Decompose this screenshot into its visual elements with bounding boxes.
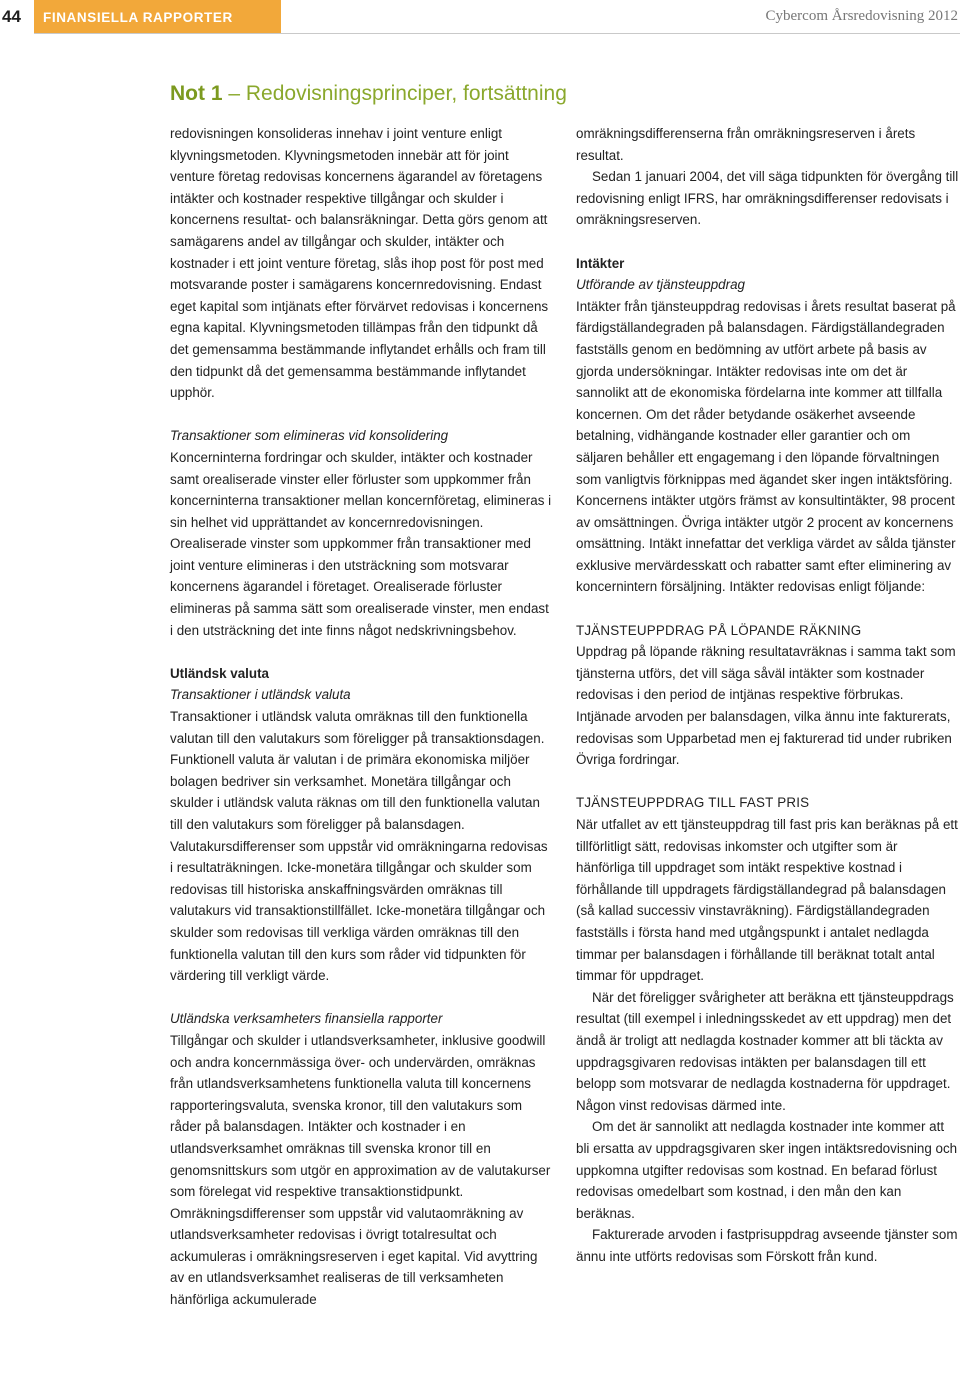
subheading-transaktioner-valuta: Transaktioner i utländsk valuta [170, 687, 351, 703]
note-dash: – [228, 82, 241, 105]
paragraph-valuta: Transaktioner i utländsk valuta omräknas till den funktionella valutan till den valutakurs som föreligger på transaktionsdagen. Funktionell valuta är valutan i de primära ekonomiska miljöer bolagen bedriver sin verksamhet. Monetära tillgångar och skulder i utländsk valuta räknas om till den funktionella valutan till den valutakurs som föreligger på balansdagen. Valutakursdifferenser som uppstår vid omräkningarna redovisas i resultaträkningen. Icke-monetära tillgångar och skulder som redovisas till historiska anskaffningsvärden omräknas till valutakurs vid transaktionstillfället. Icke-monetära tillgångar och skulder som redovisas till verkliga värden omräknas till den funktionella valutan till den kurs som råder vid tidpunkten för värdering till verkligt värde. [170, 709, 548, 984]
paragraph-transaktioner: Koncerninterna fordringar och skulder, intäkter och kostnader samt orealiserade vinster eller förluster som uppkommer från koncerninterna transaktioner mellan koncernföretag, elimineras i sin helhet vid upprättandet av koncernredovisningen. Orealiserade vinster som uppkommer från transaktioner med joint venture elimineras i den utsträckning som motsvarar koncernens ägarandel i företaget. Orealiserade förluster elimineras på samma sätt som orealiserade vinster, men endast i den utsträckning det inte finns något nedskrivningsbehov. [170, 449, 552, 638]
heading-fast-pris: TJÄNSTEUPPDRAG TILL FAST PRIS [576, 795, 810, 811]
paragraph-utlandska-verksamheter: Tillgångar och skulder i utlandsverksamheter, inklusive goodwill och andra koncernmässiga över- och undervärden, omräknas från utlandsverksamhetens funktionella valuta till koncernens rapporteringsvaluta, svenska kronor, till den valutakurs som råder på balansdagen. Intäkter och kostnader i en utlandsverksamhet omräknas till svenska kronor till en genomsnittskurs som utgör en approximation av de valutakurser som förelegat vid respektive transaktionstidpunkt. Omräkningsdifferenser som uppstår vid valutaomräkning av utlandsverksamheter redovisas i övrigt totalresultat och ackumuleras i omräkningsreserven i eget kapital. Vid avyttring av en utlandsverksamhet realiseras de till verksamheten hänförliga ackumulerade [170, 1032, 551, 1308]
paragraph-fast-pris-4: Fakturerade arvoden i fastprisuppdrag avseende tjänster som ännu inte utförts redovisas som Förskott från kund. [576, 1227, 958, 1264]
note-title-text: Redovisningsprinciper, fortsättning [245, 82, 567, 105]
paragraph-lopande-rakning: Uppdrag på löpande räkning resultatavräknas i samma takt som tjänsterna utförs, det vill säga såväl intäkter som kostnader redovisas i den period de intjänas respektive förbrukas. Intjänade arvoden per balansdagen, vilka ännu inte fakturerats, redovisas som Upparbetad men ej fakturerad tid under rubriken Övriga fordringar. [576, 644, 956, 768]
note-title [170, 82, 567, 106]
paragraph-fast-pris-3: Om det är sannolikt att nedlagda kostnader inte kommer att bli ersatta av uppdragsgivaren sker ingen intäktsredovisning och uppkomna utgifter redovisas som kostnad. En befarad förlust redovisas omedelbart som kostnad, i den mån den kan beräknas. [576, 1119, 958, 1221]
note-label: Not 1 [170, 82, 223, 105]
paragraph-fast-pris-2: När det föreligger svårigheter att beräkna ett tjänsteuppdrags resultat (till exempel i inledningsskedet av ett uppdrag) men det ändå är troligt att nedlagda kostnader kommer att bli täckta av uppdragsgivaren redovisas intäkten per balansdagen till ett belopp som motsvarar de nedlagda kostnaderna för uppdraget. Någon vinst redovisas därmed inte. [576, 989, 954, 1113]
paragraph-fast-pris-1: När utfallet av ett tjänsteuppdrag till fast pris kan beräknas på ett tillförlitligt sätt, redovisas inkomster och utgifter som är hänförliga till uppdraget som intäkt respektive kostnad i förhållande till uppdragets färdigställandegrad på balansdagen (så kallad successiv vinstavräkning). Färdigställandegraden fastställs i första hand med utgångspunkt i antalet nedlagda timmar per balansdagen i förhållande till beräknat totalt antal timmar för uppdraget. [576, 817, 958, 984]
heading-intakter: Intäkter [576, 255, 625, 271]
paragraph-ifrs: Sedan 1 januari 2004, det vill säga tidpunkten för övergång till redovisning enligt IFRS, har omräkningsdifferenser redovisats i omräkningsreserven. [576, 169, 959, 228]
section-tab: FINANSIELLA RAPPORTER [34, 0, 281, 33]
paragraph-intakter: Intäkter från tjänsteuppdrag redovisas i årets resultat baserat på färdigställandegraden på balansdagen. Färdigställandegraden fastställs genom en bedömning av utfört arbete på basis av gjorda undersökningar. Intäkter redovisas inte om det är sannolikt att de ekonomiska fördelarna inte kommer att tillfalla koncernen. Om det råder betydande osäkerhet avseende betalning, vidhängande kostnader eller garantier och om säljaren behåller ett engagemang i den löpande förvaltningen som vanligtvis förknippas med ägandet sker ingen intäktsföring. Koncernens intäkter utgörs främst av konsultintäkter, 98 procent av omsättningen. Övriga intäkter utgör 2 procent av koncernens omsättning. Intäkt innefattar det verkliga värdet av sålda tjänster exklusive mervärdesskatt och rabatter samt efter eliminering av koncernintern försäljning. Intäkter redovisas enligt följande: [576, 298, 956, 595]
heading-utlandsk-valuta: Utländsk valuta [170, 665, 269, 681]
document-title: Cybercom Årsredovisning 2012 [765, 8, 958, 24]
right-column [576, 123, 960, 1267]
heading-utlandska-verksamheter: Utländska verksamheters finansiella rapporter [170, 1011, 443, 1027]
page-number: 44 [2, 7, 21, 26]
heading-transaktioner: Transaktioner som elimineras vid konsolidering [170, 428, 449, 444]
paragraph-omrakning: omräkningsdifferenserna från omräkningsreserven i årets resultat. [576, 126, 916, 163]
paragraph-joint-venture: redovisningen konsolideras innehav i joint venture enligt klyvningsmetoden. Klyvningsmetoden innebär att för joint venture företag redovisas koncernens ägarandel av företagens intäkter och kostnader respektive tillgångar och skulder i koncernens resultat- och balansräkningar. Detta görs genom att samägarens andel av tillgångar och skulder, intäkter och kostnader i ett joint venture företag, slås ihop post för post med motsvarande poster i samägarens koncernredovisning. Endast eget kapital som intjänats efter förvärvet redovisas i koncernens egna kapital. Klyvningsmetoden tillämpas från den tidpunkt då det gemensamma bestämmande inflytandet erhålls och fram till den tidpunkt då det gemensamma bestämmande inflytandet upphör. [170, 126, 549, 401]
subheading-tjansteuppdrag: Utförande av tjänsteuppdrag [576, 277, 745, 293]
left-column [170, 123, 554, 1311]
header-divider [34, 33, 960, 34]
heading-lopande-rakning: TJÄNSTEUPPDRAG PÅ LÖPANDE RÄKNING [576, 622, 862, 638]
